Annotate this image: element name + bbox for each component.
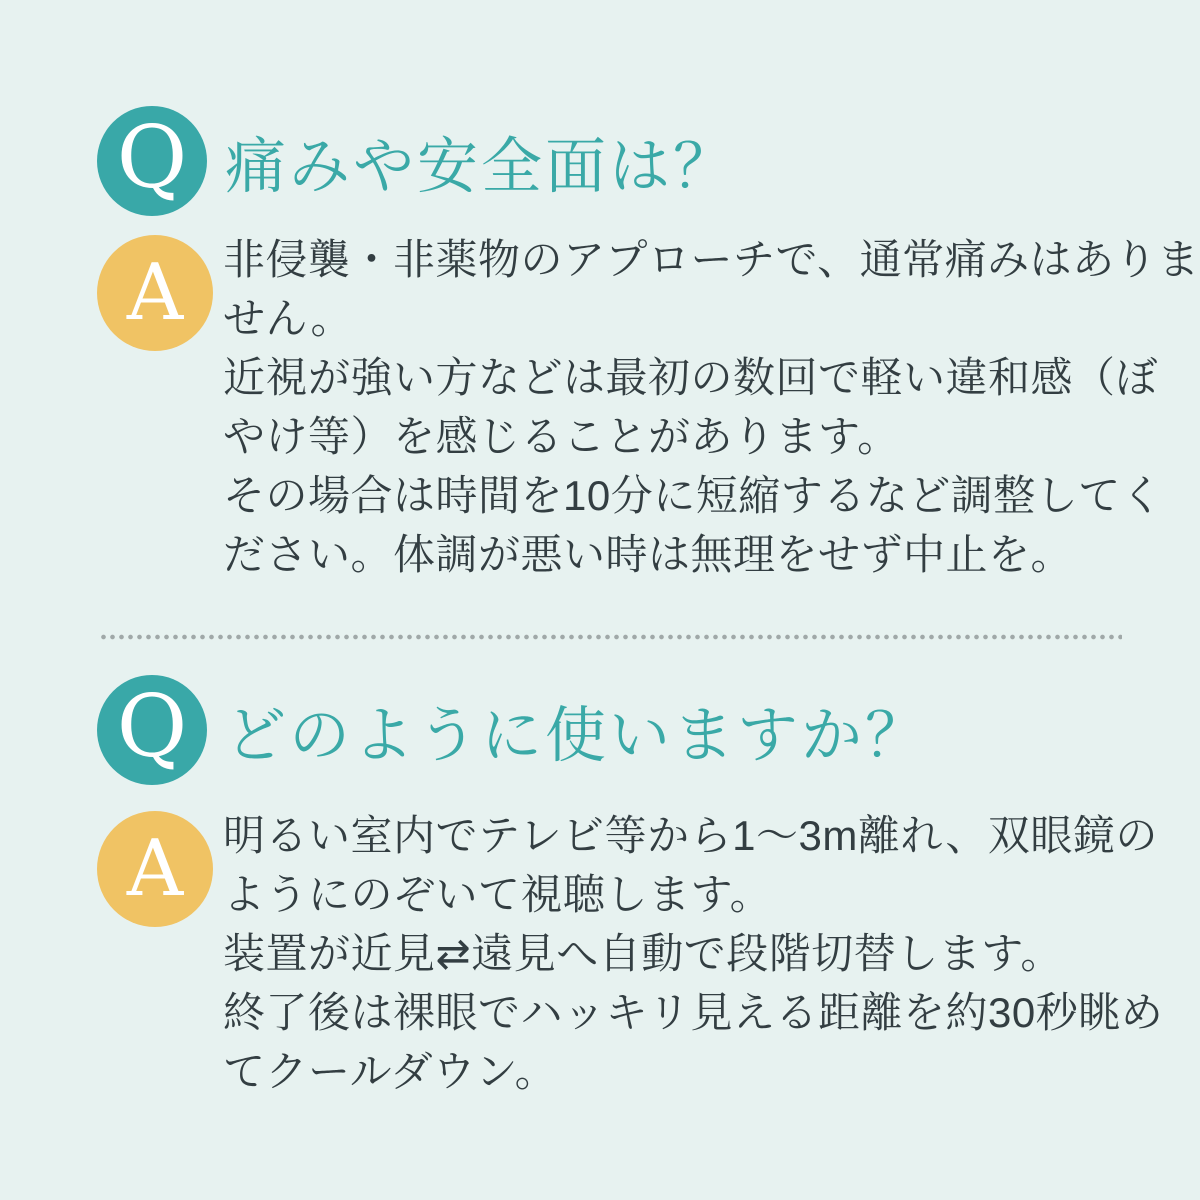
dotted-divider [99,634,1122,640]
answer-line: せん。 [223,295,354,342]
question-title-1: 痛みや安全面は？ [225,130,738,202]
answer-line: ようにのぞいて視聴します。 [223,871,773,918]
answer-line: 非侵襲・非薬物のアプローチで、通常痛みはありま [223,236,1200,283]
answer-row-2 [97,809,1164,1101]
answer-line: ださい。体調が悪い時は無理をせず中止を。 [223,531,1074,578]
question-row-1 [97,106,1122,216]
answer-badge-icon [97,235,213,351]
question-badge-icon [97,106,207,216]
question-badge-icon [97,675,207,785]
answer-line: その場合は時間を10分に短縮するなど調整してく [223,472,1164,519]
answer-line: 明るい室内でテレビ等から1〜3m離れ、双眼鏡の [223,812,1158,859]
answer-line: てクールダウン。 [223,1048,558,1095]
answer-text-1 [223,230,1200,584]
answer-line: 終了後は裸眼でハッキリ見える距離を約30秒眺め [223,989,1164,1036]
answer-row-1 [97,233,1200,584]
answer-badge-icon [97,811,213,927]
question-badge-letter: Q [116,108,188,208]
qa-section-2 [97,675,1164,1101]
answer-line: 近視が強い方などは最初の数回で軽い違和感（ぼ [223,354,1159,401]
answer-line: 装置が近見⇄遠見へ自動で段階切替します。 [223,930,1063,977]
question-title-2: どのように使いますか？ [225,699,930,771]
question-badge-letter: Q [116,677,188,777]
qa-section-1 [97,106,1200,584]
answer-badge-letter: A [126,248,184,338]
answer-badge-letter: A [126,824,184,914]
answer-text-2 [223,806,1163,1101]
question-row-2 [97,675,1122,785]
answer-line: やけ等）を感じることがあります。 [223,413,900,460]
